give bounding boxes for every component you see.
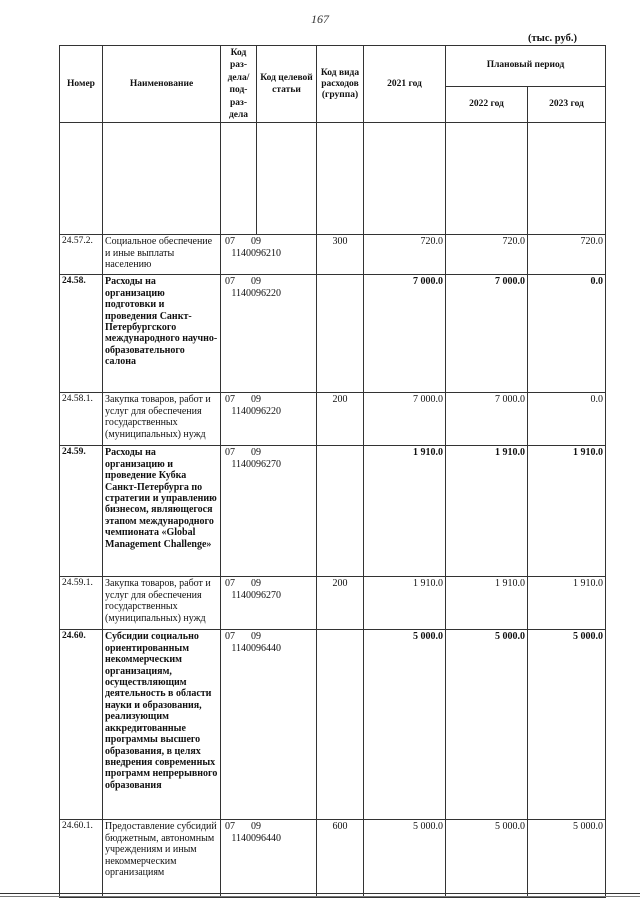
podrazdel-code: 09: [251, 447, 261, 459]
table-row: [60, 630, 606, 820]
target-code: 1140096440: [231, 642, 281, 654]
target-code: 1140096440: [231, 832, 281, 844]
amount-2022: 5 000.0: [446, 630, 528, 820]
row-name: Закупка товаров, работ и услуг для обеспечения государственных (муниципальных) нужд: [103, 393, 221, 446]
row-codes: [221, 446, 317, 577]
podrazdel-code: 09: [251, 236, 261, 248]
spacer-cell: [103, 123, 221, 235]
row-name: Субсидии социально ориентированным некоммерческим организациям, осуществляющим деятельность в области науки и образования, реализующим аккредитованные программы высшего образования, в целях внедрения современных программ непрерывного образования: [103, 630, 221, 820]
header-2022: 2022 год: [446, 86, 528, 123]
spacer-cell: [257, 123, 317, 235]
podrazdel-code: 09: [251, 276, 261, 288]
row-name: Расходы на организацию подготовки и проведения Санкт-Петербургского международного научно-образовательного салона: [103, 275, 221, 393]
header-2023: 2023 год: [528, 86, 606, 123]
row-name: Расходы на организацию и проведение Кубка Санкт-Петербурга по стратегии и управлению бизнесом, являющегося этапом международного чемпионата «Global Management Challenge»: [103, 446, 221, 577]
row-codes: [221, 235, 317, 275]
spacer-cell: [317, 123, 364, 235]
header-section-code: [221, 46, 257, 123]
amount-2023: 1 910.0: [528, 446, 606, 577]
amount-2021: 720.0: [364, 235, 446, 275]
row-number: 24.58.1.: [60, 393, 103, 446]
expense-code: 200: [317, 393, 364, 446]
table-row: [60, 235, 606, 275]
amount-2021: 1 910.0: [364, 446, 446, 577]
amount-2021: 7 000.0: [364, 275, 446, 393]
row-codes: [221, 630, 317, 820]
row-codes: [221, 820, 317, 898]
amount-2022: 720.0: [446, 235, 528, 275]
razdel-code: 07: [225, 821, 235, 833]
header-spacer-row: [60, 123, 606, 235]
page-number: 167: [311, 12, 329, 26]
row-codes: [221, 577, 317, 630]
expense-code: 600: [317, 820, 364, 898]
razdel-code: 07: [225, 631, 235, 643]
expense-code: [317, 630, 364, 820]
podrazdel-code: 09: [251, 821, 261, 833]
amount-2021: 5 000.0: [364, 630, 446, 820]
header-section-code-text: Код раз-дела/ под-раз-дела: [227, 48, 250, 121]
amount-2021: 1 910.0: [364, 577, 446, 630]
target-code: 1140096220: [231, 405, 281, 417]
header-2021: 2021 год: [364, 46, 446, 123]
row-number: 24.60.: [60, 630, 103, 820]
table-row: [60, 275, 606, 393]
row-number: 24.58.: [60, 275, 103, 393]
amount-2023: 5 000.0: [528, 820, 606, 898]
spacer-cell: [221, 123, 257, 235]
target-code: 1140096220: [231, 287, 281, 299]
row-number: 24.59.: [60, 446, 103, 577]
razdel-code: 07: [225, 276, 235, 288]
razdel-code: 07: [225, 394, 235, 406]
spacer-cell: [446, 123, 528, 235]
spacer-cell: [528, 123, 606, 235]
razdel-code: 07: [225, 578, 235, 590]
row-name: Закупка товаров, работ и услуг для обеспечения государственных (муниципальных) нужд: [103, 577, 221, 630]
amount-2022: 1 910.0: [446, 577, 528, 630]
table-row: [60, 393, 606, 446]
amount-2023: 0.0: [528, 393, 606, 446]
row-number: 24.60.1.: [60, 820, 103, 898]
spacer-cell: [60, 123, 103, 235]
table-row: [60, 820, 606, 898]
amount-2023: 0.0: [528, 275, 606, 393]
expense-code: 300: [317, 235, 364, 275]
amount-2021: 5 000.0: [364, 820, 446, 898]
row-number: 24.57.2.: [60, 235, 103, 275]
header-target-code: Код целевой статьи: [257, 46, 317, 123]
header-expense-code: Код вида расходов (группа): [317, 46, 364, 123]
razdel-code: 07: [225, 447, 235, 459]
amount-2022: 7 000.0: [446, 393, 528, 446]
row-name: Предоставление субсидий бюджетным, автономным учреждениям и иным некоммерческим организациям: [103, 820, 221, 898]
amount-2023: 720.0: [528, 235, 606, 275]
row-name: Социальное обеспечение и иные выплаты населению: [103, 235, 221, 275]
razdel-code: 07: [225, 236, 235, 248]
amount-2021: 7 000.0: [364, 393, 446, 446]
amount-2023: 5 000.0: [528, 630, 606, 820]
amount-2023: 1 910.0: [528, 577, 606, 630]
target-code: 1140096210: [231, 247, 281, 259]
header-number: Номер: [60, 46, 103, 123]
bottom-divider: [0, 896, 640, 897]
target-code: 1140096270: [231, 458, 281, 470]
amount-2022: 7 000.0: [446, 275, 528, 393]
table-row: [60, 577, 606, 630]
budget-table: [59, 45, 606, 898]
target-code: 1140096270: [231, 589, 281, 601]
bottom-divider: [0, 893, 640, 894]
header-plan-period: Плановый период: [446, 46, 606, 87]
row-codes: [221, 275, 317, 393]
units-label: (тыс. руб.): [528, 33, 577, 44]
expense-code: 200: [317, 577, 364, 630]
row-codes: [221, 393, 317, 446]
row-number: 24.59.1.: [60, 577, 103, 630]
expense-code: [317, 275, 364, 393]
podrazdel-code: 09: [251, 394, 261, 406]
amount-2022: 5 000.0: [446, 820, 528, 898]
podrazdel-code: 09: [251, 578, 261, 590]
amount-2022: 1 910.0: [446, 446, 528, 577]
expense-code: [317, 446, 364, 577]
table-row: [60, 446, 606, 577]
spacer-cell: [364, 123, 446, 235]
podrazdel-code: 09: [251, 631, 261, 643]
header-name: Наименование: [103, 46, 221, 123]
